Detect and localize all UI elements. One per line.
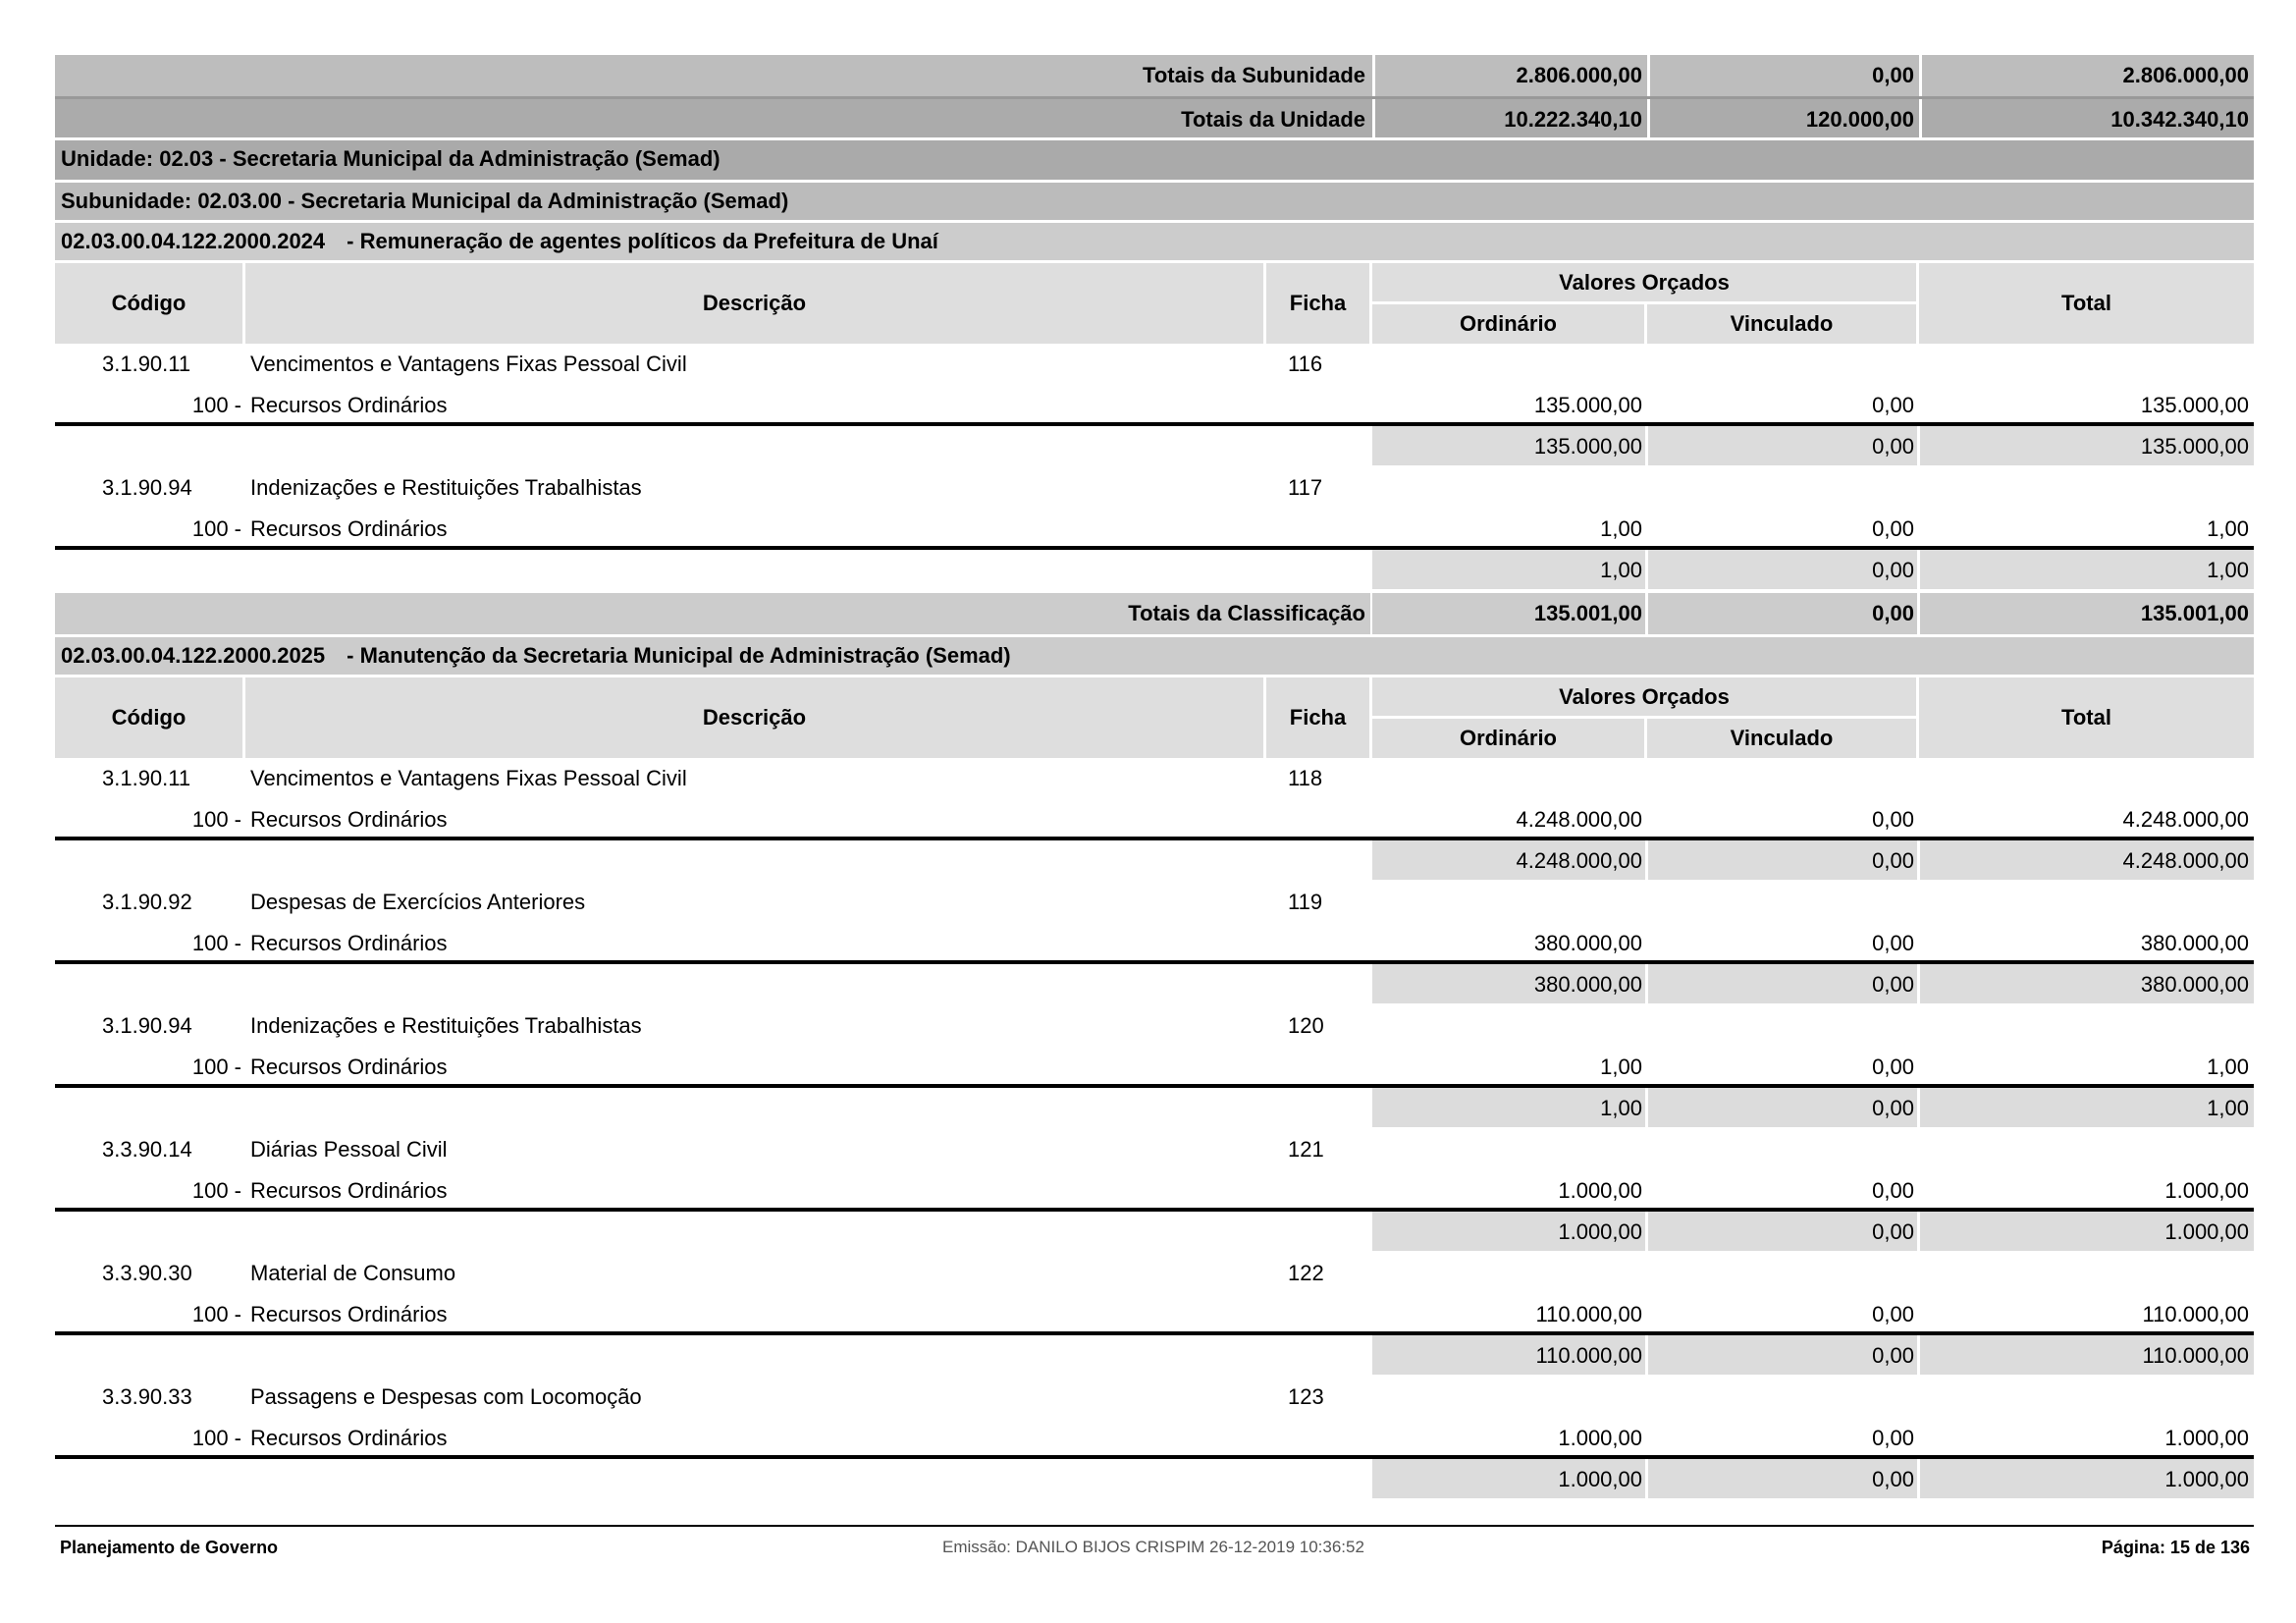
fonte-row [55, 1418, 2254, 1459]
subtotal-ordinario: 1,00 [1600, 558, 1642, 582]
fonte-codigo: 100 - [191, 1426, 241, 1450]
fonte-vinculado: 0,00 [1872, 1055, 1914, 1079]
subtotal-vinculado: 0,00 [1872, 972, 1914, 997]
subtotal-row [55, 1088, 2254, 1129]
header-descricao: Descrição [245, 263, 1263, 344]
item-descricao: Material de Consumo [250, 1261, 456, 1285]
item-descricao: Indenizações e Restituições Trabalhistas [250, 475, 642, 500]
fonte-descricao: Recursos Ordinários [250, 931, 448, 955]
acao-title [61, 637, 2254, 675]
header-ficha: Ficha [1266, 677, 1369, 758]
fonte-descricao: Recursos Ordinários [250, 1426, 448, 1450]
fonte-descricao: Recursos Ordinários [250, 807, 448, 832]
acao-code: 02.03.00.04.122.2000.2024 [61, 229, 326, 253]
fonte-total: 1.000,00 [2164, 1178, 2249, 1203]
item-descricao: Indenizações e Restituições Trabalhistas [250, 1013, 642, 1038]
fonte-ordinario: 380.000,00 [1533, 931, 1642, 955]
subtotal-row [55, 426, 2254, 467]
totais-classificacao-total: 135.001,00 [2140, 601, 2249, 625]
fonte-vinculado: 0,00 [1872, 393, 1914, 417]
fonte-total: 1,00 [2207, 1055, 2249, 1079]
totais-unidade-label: Totais da Unidade [1181, 107, 1365, 132]
header-codigo: Código [55, 677, 242, 758]
subtotal-total: 1.000,00 [2164, 1219, 2249, 1244]
item-ficha: 119 [1288, 890, 1323, 914]
subunidade-title: Subunidade: 02.03.00 - Secretaria Municipal da Administração (Semad) [61, 189, 789, 213]
subtotal-ordinario: 110.000,00 [1535, 1343, 1642, 1368]
subtotal-total: 4.248.000,00 [2122, 848, 2249, 873]
item-codigo: 3.1.90.94 [102, 1013, 192, 1038]
table-row [55, 882, 2254, 923]
subtotal-row [55, 840, 2254, 882]
footer-system-name: Planejamento de Governo [60, 1538, 279, 1557]
totais-subunidade-ordinario: 2.806.000,00 [1372, 55, 1647, 96]
fonte-vinculado: 0,00 [1872, 1426, 1914, 1450]
items-list [55, 758, 2254, 1500]
fonte-ordinario: 1.000,00 [1558, 1426, 1642, 1450]
fonte-descricao: Recursos Ordinários [250, 1178, 448, 1203]
table-row [55, 1005, 2254, 1047]
fonte-vinculado: 0,00 [1872, 931, 1914, 955]
fonte-row [55, 385, 2254, 426]
table-header [55, 263, 2254, 344]
table-row [55, 1253, 2254, 1294]
fonte-row [55, 923, 2254, 964]
footer-divider [55, 1525, 2254, 1527]
subtotal-total: 380.000,00 [2140, 972, 2249, 997]
fonte-ordinario: 1,00 [1600, 1055, 1642, 1079]
subtotal-total: 1,00 [2207, 1096, 2249, 1120]
header-codigo: Código [55, 263, 242, 344]
unidade-band [55, 140, 2254, 180]
acao-title [61, 223, 2254, 260]
fonte-codigo: 100 - [191, 393, 241, 417]
fonte-total: 135.000,00 [2140, 393, 2249, 417]
fonte-ordinario: 4.248.000,00 [1516, 807, 1642, 832]
table-row [55, 1377, 2254, 1418]
fonte-vinculado: 0,00 [1872, 1302, 1914, 1326]
unidade-title: Unidade: 02.03 - Secretaria Municipal da Administração (Semad) [61, 146, 721, 171]
table-header [55, 677, 2254, 758]
acao-description: - Remuneração de agentes políticos da Prefeitura de Unaí [347, 229, 938, 253]
totais-subunidade-vinculado: 0,00 [1647, 55, 1919, 96]
subtotal-vinculado: 0,00 [1872, 848, 1914, 873]
item-ficha: 120 [1288, 1013, 1324, 1038]
fonte-row [55, 799, 2254, 840]
item-descricao: Vencimentos e Vantagens Fixas Pessoal Civil [250, 766, 687, 790]
totais-unidade-row [55, 96, 2254, 137]
item-codigo: 3.3.90.14 [102, 1137, 192, 1162]
fonte-descricao: Recursos Ordinários [250, 1055, 448, 1079]
header-vinculado: Vinculado [1647, 304, 1916, 344]
subtotal-vinculado: 0,00 [1872, 434, 1914, 459]
header-valores-orcados: Valores Orçados [1372, 677, 1916, 716]
header-ordinario: Ordinário [1372, 304, 1644, 344]
header-ficha: Ficha [1266, 263, 1369, 344]
totais-unidade-total: 10.342.340,10 [1919, 99, 2254, 137]
subtotal-total: 1.000,00 [2164, 1467, 2249, 1491]
fonte-row [55, 1170, 2254, 1212]
fonte-row [55, 509, 2254, 550]
subtotal-vinculado: 0,00 [1872, 1343, 1914, 1368]
subtotal-row [55, 1459, 2254, 1500]
item-descricao: Vencimentos e Vantagens Fixas Pessoal Civil [250, 352, 687, 376]
header-vinculado: Vinculado [1647, 719, 1916, 758]
header-total: Total [1919, 677, 2254, 758]
table-row [55, 758, 2254, 799]
fonte-codigo: 100 - [191, 931, 241, 955]
subtotal-ordinario: 1.000,00 [1558, 1467, 1642, 1491]
subtotal-vinculado: 0,00 [1872, 558, 1914, 582]
footer-page-number: Página: 15 de 136 [2101, 1538, 2250, 1557]
acao-code: 02.03.00.04.122.2000.2025 [61, 643, 326, 668]
subtotal-row [55, 1335, 2254, 1377]
totais-classificacao-label: Totais da Classificação [1128, 601, 1365, 625]
header-valores-orcados: Valores Orçados [1372, 263, 1916, 301]
subtotal-ordinario: 1,00 [1600, 1096, 1642, 1120]
header-descricao: Descrição [245, 677, 1263, 758]
fonte-codigo: 100 - [191, 1302, 241, 1326]
subtotal-row [55, 1212, 2254, 1253]
subtotal-vinculado: 0,00 [1872, 1096, 1914, 1120]
totais-unidade-ordinario: 10.222.340,10 [1372, 99, 1647, 137]
fonte-total: 4.248.000,00 [2122, 807, 2249, 832]
item-codigo: 3.1.90.92 [102, 890, 192, 914]
fonte-codigo: 100 - [191, 1178, 241, 1203]
fonte-ordinario: 1,00 [1600, 516, 1642, 541]
totais-classificacao-row [55, 593, 2254, 634]
subtotal-row [55, 550, 2254, 591]
subtotal-row [55, 964, 2254, 1005]
subtotal-ordinario: 1.000,00 [1558, 1219, 1642, 1244]
item-descricao: Diárias Pessoal Civil [250, 1137, 448, 1162]
fonte-codigo: 100 - [191, 516, 241, 541]
acoes-container [55, 223, 2254, 1500]
fonte-row [55, 1047, 2254, 1088]
fonte-codigo: 100 - [191, 807, 241, 832]
totais-classificacao-vinculado: 0,00 [1872, 601, 1914, 625]
subtotal-ordinario: 4.248.000,00 [1516, 848, 1642, 873]
header-ordinario: Ordinário [1372, 719, 1644, 758]
footer-emission: Emissão: DANILO BIJOS CRISPIM 26-12-2019 10:36:52 [942, 1538, 1364, 1556]
fonte-codigo: 100 - [191, 1055, 241, 1079]
totais-unidade-vinculado: 120.000,00 [1647, 99, 1919, 137]
acao-band [55, 637, 2254, 675]
fonte-ordinario: 110.000,00 [1535, 1302, 1642, 1326]
fonte-descricao: Recursos Ordinários [250, 393, 448, 417]
table-row [55, 1129, 2254, 1170]
fonte-vinculado: 0,00 [1872, 516, 1914, 541]
item-ficha: 118 [1288, 766, 1323, 790]
totais-subunidade-label: Totais da Subunidade [1143, 63, 1365, 87]
item-descricao: Despesas de Exercícios Anteriores [250, 890, 586, 914]
report-page [55, 55, 2254, 1500]
item-codigo: 3.1.90.11 [102, 352, 191, 376]
item-codigo: 3.3.90.33 [102, 1384, 192, 1409]
totais-subunidade-total: 2.806.000,00 [1919, 55, 2254, 96]
header-total: Total [1919, 263, 2254, 344]
subtotal-ordinario: 380.000,00 [1533, 972, 1642, 997]
fonte-total: 1.000,00 [2164, 1426, 2249, 1450]
fonte-descricao: Recursos Ordinários [250, 1302, 448, 1326]
fonte-vinculado: 0,00 [1872, 1178, 1914, 1203]
item-ficha: 123 [1288, 1384, 1324, 1409]
item-ficha: 117 [1288, 475, 1323, 500]
item-codigo: 3.1.90.11 [102, 766, 191, 790]
table-row [55, 344, 2254, 385]
fonte-ordinario: 1.000,00 [1558, 1178, 1642, 1203]
item-descricao: Passagens e Despesas com Locomoção [250, 1384, 642, 1409]
table-row [55, 467, 2254, 509]
fonte-total: 110.000,00 [2142, 1302, 2249, 1326]
fonte-ordinario: 135.000,00 [1533, 393, 1642, 417]
subtotal-total: 1,00 [2207, 558, 2249, 582]
totais-classificacao-ordinario: 135.001,00 [1533, 601, 1642, 625]
fonte-vinculado: 0,00 [1872, 807, 1914, 832]
item-codigo: 3.1.90.94 [102, 475, 192, 500]
item-ficha: 122 [1288, 1261, 1324, 1285]
item-ficha: 121 [1288, 1137, 1324, 1162]
acao-description: - Manutenção da Secretaria Municipal de Administração (Semad) [347, 643, 1011, 668]
subtotal-ordinario: 135.000,00 [1533, 434, 1642, 459]
fonte-row [55, 1294, 2254, 1335]
fonte-total: 1,00 [2207, 516, 2249, 541]
subtotal-vinculado: 0,00 [1872, 1219, 1914, 1244]
items-list [55, 344, 2254, 634]
fonte-total: 380.000,00 [2140, 931, 2249, 955]
totais-subunidade-row [55, 55, 2254, 96]
item-ficha: 116 [1288, 352, 1323, 376]
subunidade-band [55, 183, 2254, 220]
subtotal-vinculado: 0,00 [1872, 1467, 1914, 1491]
fonte-descricao: Recursos Ordinários [250, 516, 448, 541]
subtotal-total: 110.000,00 [2142, 1343, 2249, 1368]
subtotal-total: 135.000,00 [2140, 434, 2249, 459]
item-codigo: 3.3.90.30 [102, 1261, 192, 1285]
acao-band [55, 223, 2254, 260]
